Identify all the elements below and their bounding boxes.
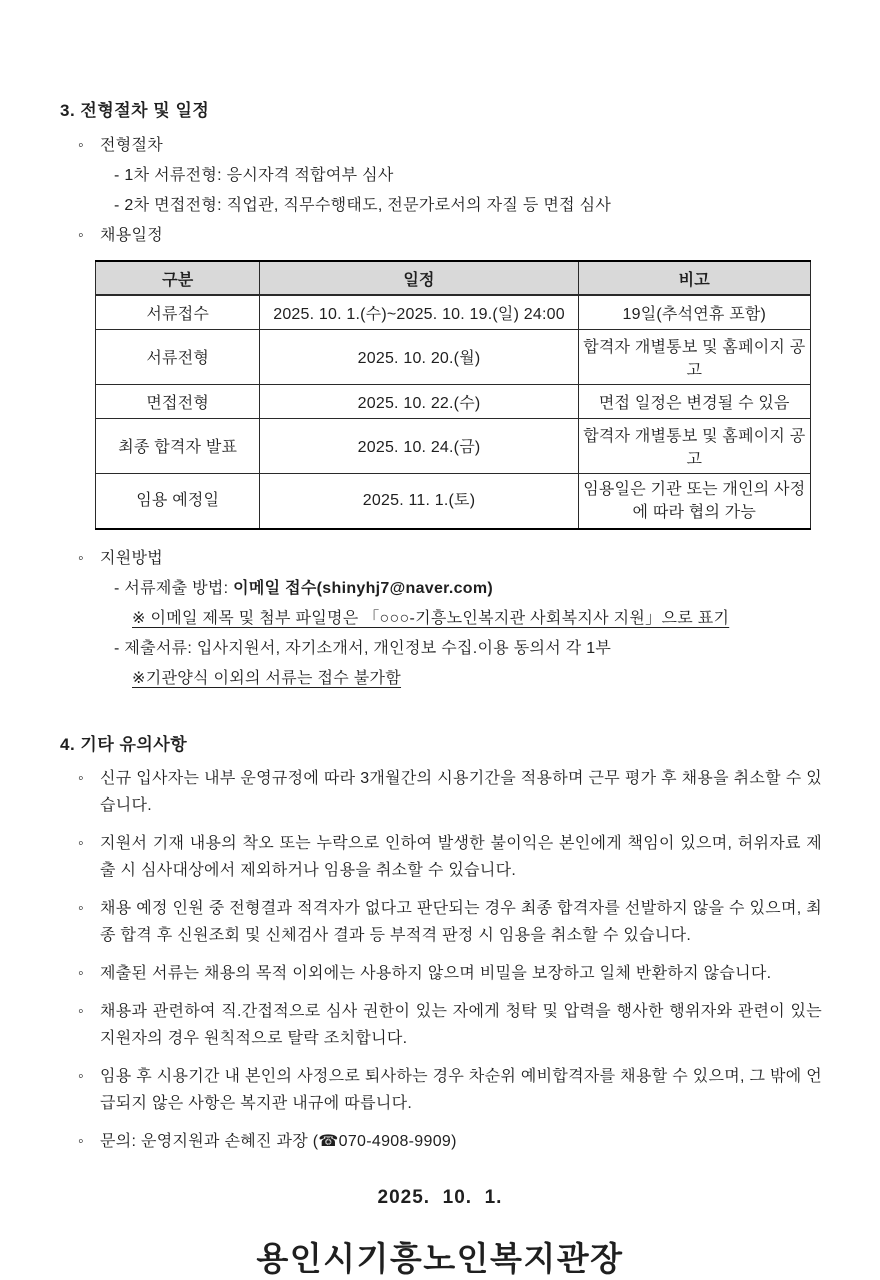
cell-category: 임용 예정일 (96, 473, 260, 529)
circle-bullet-icon: ◦ (78, 1132, 84, 1150)
apply-method-prefix: - 서류제출 방법: (114, 579, 234, 597)
process-item-1: - 1차 서류전형: 응시자격 적합여부 심사 (114, 167, 394, 184)
bullet-apply-method (78, 544, 822, 574)
document-date: 2025. 10. 1. (377, 1186, 503, 1208)
bullet-process (78, 131, 822, 161)
recruitment-schedule-table (95, 260, 811, 530)
cell-category: 면접전형 (96, 384, 260, 418)
apply-note-form: ※기관양식 이외의 서류는 접수 불가함 (132, 669, 402, 687)
col-header-remarks: 비고 (578, 261, 810, 295)
apply-method-line (114, 574, 822, 604)
notice-bullet: ◦ 제출된 서류는 채용의 목적 이외에는 사용하지 않으며 비밀을 보장하고 일체 반환하지 않습니다. (78, 960, 822, 987)
cell-remarks: 면접 일정은 변경될 수 있음 (578, 384, 810, 418)
cell-schedule: 2025. 11. 1.(토) (260, 473, 578, 529)
table-row (96, 473, 811, 529)
circle-bullet-icon: ◦ (78, 227, 84, 244)
table-row (96, 384, 811, 418)
notice-bullet: ◦ 채용과 관련하여 직.간접적으로 심사 권한이 있는 자에게 청탁 및 압력을 행사한 행위자와 관련이 있는 지원자의 경우 원칙적으로 탈락 조치합니다. (78, 998, 822, 1052)
cell-category: 최종 합격자 발표 (96, 418, 260, 473)
col-header-schedule: 일정 (260, 261, 578, 295)
section3-heading: 3. 전형절차 및 일정 (60, 101, 210, 120)
circle-bullet-icon: ◦ (78, 549, 84, 567)
contact-info: 문의: 운영지원과 손혜진 과장 (☎070-4908-9909) (100, 1132, 457, 1150)
circle-bullet-icon: ◦ (78, 1002, 84, 1020)
table-header-row (96, 261, 811, 295)
notice-bullet: ◦ 신규 입사자는 내부 운영규정에 따라 3개월간의 시용기간을 적용하며 근무 평가 후 채용을 취소할 수 있습니다. (78, 765, 822, 819)
cell-category: 서류전형 (96, 329, 260, 384)
cell-schedule: 2025. 10. 22.(수) (260, 384, 578, 418)
apply-label: 지원방법 (100, 549, 164, 567)
table-row (96, 418, 811, 473)
col-header-category: 구분 (96, 261, 260, 295)
cell-remarks: 합격자 개별통보 및 홈페이지 공고 (578, 329, 810, 384)
cell-category: 서류접수 (96, 295, 260, 329)
process-item-2: - 2차 면접전형: 직업관, 직무수행태도, 전문가로서의 자질 등 면접 심사 (114, 197, 612, 214)
circle-bullet-icon: ◦ (78, 964, 84, 982)
circle-bullet-icon: ◦ (78, 899, 84, 917)
section4-heading: 4. 기타 유의사항 (60, 734, 188, 754)
table-row (96, 329, 811, 384)
circle-bullet-icon: ◦ (78, 1067, 84, 1085)
bullet-schedule (78, 221, 822, 251)
apply-note-filename: ※ 이메일 제목 및 첨부 파일명은 「○○○-기흥노인복지관 사회복지사 지원」으로 표기 (132, 609, 730, 627)
cell-remarks: 임용일은 기관 또는 개인의 사정에 따라 협의 가능 (578, 473, 810, 529)
issuing-authority: 용인시기흥노인복지관장 (256, 1239, 624, 1277)
cell-schedule: 2025. 10. 1.(수)~2025. 10. 19.(일) 24:00 (260, 295, 578, 329)
cell-remarks: 19일(추석연휴 포함) (578, 295, 810, 329)
circle-bullet-icon: ◦ (78, 834, 84, 852)
notice-bullet: ◦ 채용 예정 인원 중 전형결과 적격자가 없다고 판단되는 경우 최종 합격자를 선발하지 않을 수 있으며, 최종 합격 후 신원조회 및 신체검사 결과 등 부적격 판정 시 임용을 취소할 수 있습니다. (78, 895, 822, 949)
table-row (96, 295, 811, 329)
apply-docs-line: - 제출서류: 입사지원서, 자기소개서, 개인정보 수집.이용 동의서 각 1부 (114, 639, 612, 657)
circle-bullet-icon: ◦ (78, 769, 84, 787)
cell-schedule: 2025. 10. 20.(월) (260, 329, 578, 384)
notice-bullet: ◦ 지원서 기재 내용의 착오 또는 누락으로 인하여 발생한 불이익은 본인에게 책임이 있으며, 허위자료 제출 시 심사대상에서 제외하거나 임용을 취소할 수 있습니다. (78, 830, 822, 884)
cell-remarks: 합격자 개별통보 및 홈페이지 공고 (578, 418, 810, 473)
cell-schedule: 2025. 10. 24.(금) (260, 418, 578, 473)
process-label: 전형절차 (100, 137, 164, 154)
apply-method-email: 이메일 접수(shinyhj7@naver.com) (233, 579, 494, 597)
contact-line (78, 1128, 822, 1155)
notice-bullet: ◦ 임용 후 시용기간 내 본인의 사정으로 퇴사하는 경우 차순위 예비합격자를 채용할 수 있으며, 그 밖에 언급되지 않은 사항은 복지관 내규에 따릅니다. (78, 1063, 822, 1117)
schedule-label: 채용일정 (100, 227, 164, 244)
circle-bullet-icon: ◦ (78, 137, 84, 154)
